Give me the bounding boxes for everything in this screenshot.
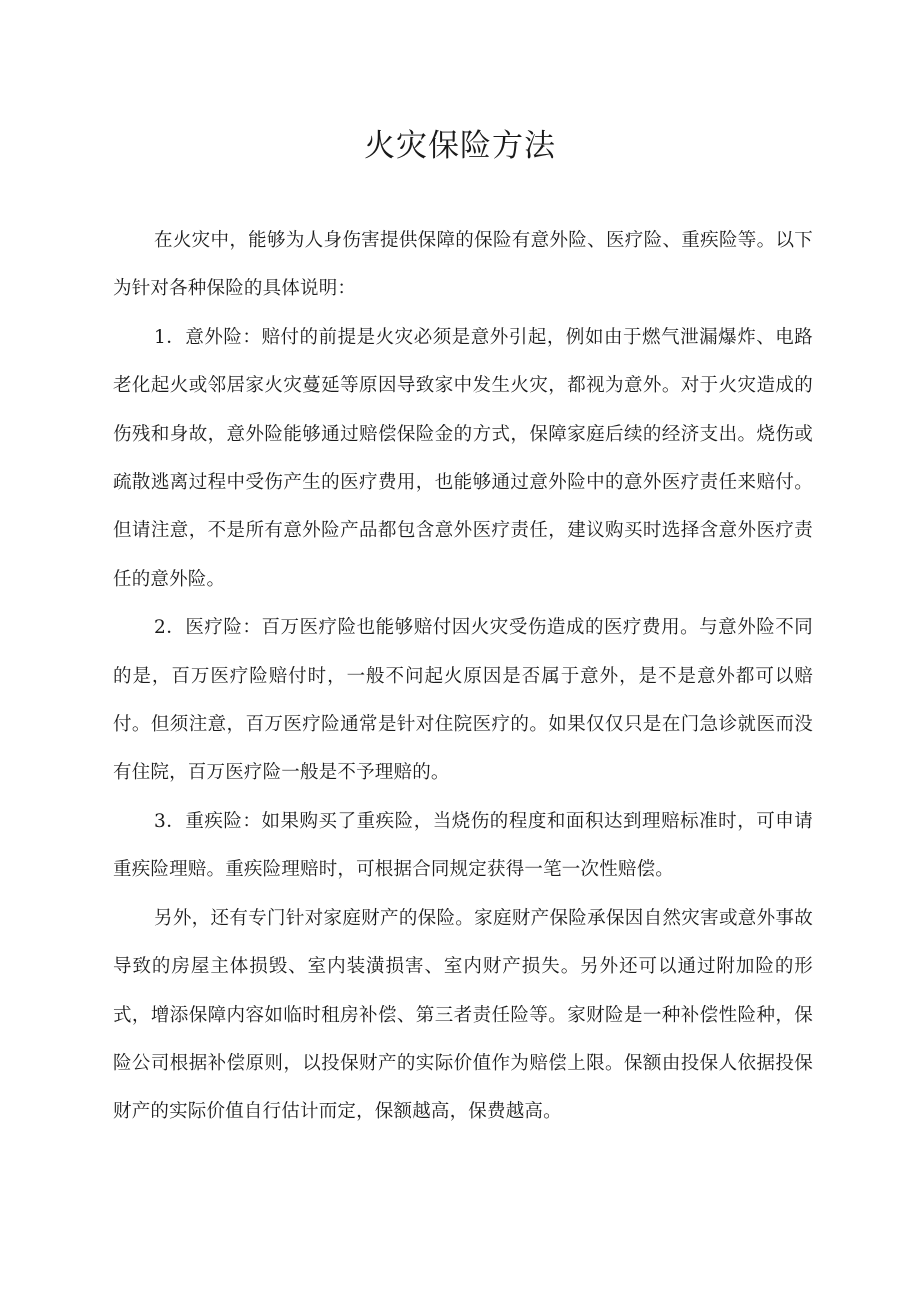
paragraph-critical-illness-insurance: 3．重疾险：如果购买了重疾险，当烧伤的程度和面积达到理赔标准时，可申请重疾险理赔。重疾险理赔时，可根据合同规定获得一笔一次性赔偿。 [113, 810, 813, 881]
paragraph-intro: 在火灾中，能够为人身伤害提供保障的保险有意外险、医疗险、重疾险等。以下为针对各种保险的具体说明： [113, 230, 813, 300]
document-body [113, 217, 813, 1137]
page-title: 火灾保险方法 [364, 128, 556, 164]
paragraph-property-insurance: 另外，还有专门针对家庭财产的保险。家庭财产保险承保因自然灾害或意外事故导致的房屋主体损毁、室内装潢损害、室内财产损失。另外还可以通过附加险的形式，增添保障内容如临时租房补偿、第三者责任险等。家财险是一种补偿性险种，保险公司根据补偿原则，以投保财产的实际价值作为赔偿上限。保额由投保人依据投保财产的实际价值自行估计而定，保额越高，保费越高。 [113, 907, 813, 1123]
paragraph-medical-insurance: 2．医疗险：百万医疗险也能够赔付因火灾受伤造成的医疗费用。与意外险不同的是，百万医疗险赔付时，一般不问起火原因是否属于意外，是不是意外都可以赔付。但须注意，百万医疗险通常是针对住院医疗的。如果仅仅只是在门急诊就医而没有住院，百万医疗险一般是不予理赔的。 [113, 617, 813, 784]
paragraph-accident-insurance: 1．意外险：赔付的前提是火灾必须是意外引起，例如由于燃气泄漏爆炸、电路老化起火或邻居家火灾蔓延等原因导致家中发生火灾，都视为意外。对于火灾造成的伤残和身故，意外险能够通过赔偿保险金的方式，保障家庭后续的经济支出。烧伤或疏散逃离过程中受伤产生的医疗费用，也能够通过意外险中的意外医疗责任来赔付。但请注意，不是所有意外险产品都包含意外医疗责任，建议购买时选择含意外医疗责任的意外险。 [113, 326, 813, 590]
